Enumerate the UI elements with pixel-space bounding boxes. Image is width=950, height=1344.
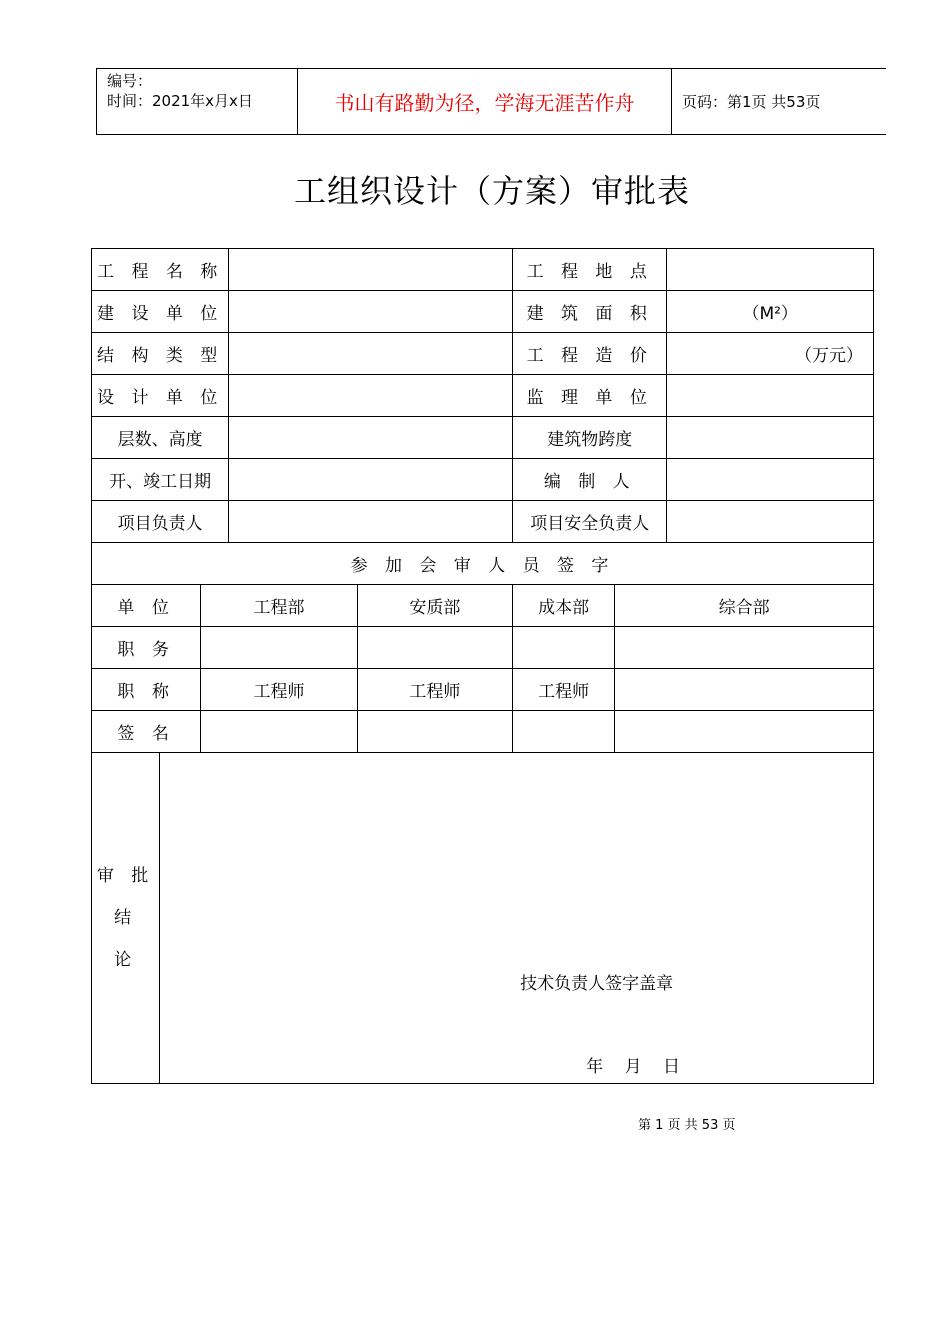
signature-field[interactable]: [513, 711, 615, 753]
span-label: 建筑物跨度: [513, 417, 667, 459]
conclusion-date-label: 年 月 日: [586, 1057, 688, 1077]
document-title: 工组织设计（方案）审批表: [293, 172, 690, 210]
dates-label: 开、竣工日期: [92, 459, 229, 501]
signature-field[interactable]: [615, 711, 874, 753]
safety-manager-label: 项目安全负责人: [513, 501, 667, 543]
project-location-label: 工 程 地 点: [513, 249, 667, 291]
area-value[interactable]: （M²）: [667, 291, 874, 333]
manager-label: 项目负责人: [92, 501, 229, 543]
form-row: [92, 627, 874, 669]
cost-label: 工 程 造 价: [513, 333, 667, 375]
unit-label: 单 位: [92, 585, 201, 627]
supervisor-value[interactable]: [667, 375, 874, 417]
conclusion-label: [92, 753, 160, 1084]
builder-value[interactable]: [229, 291, 513, 333]
department-cost: 成本部: [513, 585, 615, 627]
form-row: [92, 333, 874, 375]
conclusion-label-line1: 审 批: [96, 866, 155, 886]
page-footer: 第 1 页 共 53 页: [638, 1118, 736, 1133]
header-page-number: 页码：第1页 共53页: [682, 93, 821, 111]
header-meta: [97, 69, 298, 134]
floors-value[interactable]: [229, 417, 513, 459]
form-row: [92, 417, 874, 459]
tech-lead-signature-label: 技术负责人签字盖章: [520, 974, 674, 994]
sign-label: 签 名: [92, 711, 201, 753]
form-row: [92, 459, 874, 501]
position-value[interactable]: [615, 627, 874, 669]
form-row: [92, 543, 874, 585]
time-label: 时间：2021年x月x日: [107, 92, 253, 110]
signature-field[interactable]: [357, 711, 512, 753]
floors-label: 层数、高度: [92, 417, 229, 459]
rank-value[interactable]: 工程师: [513, 669, 615, 711]
form-row: [92, 585, 874, 627]
conclusion-label-line3: 论: [114, 950, 138, 970]
position-value[interactable]: [357, 627, 512, 669]
form-row: [92, 501, 874, 543]
department-engineering: 工程部: [201, 585, 357, 627]
structure-value[interactable]: [229, 333, 513, 375]
position-value[interactable]: [513, 627, 615, 669]
approval-form: [91, 248, 874, 1084]
author-value[interactable]: [667, 459, 874, 501]
department-general: 综合部: [615, 585, 874, 627]
rank-value[interactable]: 工程师: [357, 669, 512, 711]
structure-label: 结 构 类 型: [92, 333, 229, 375]
form-row: [92, 249, 874, 291]
rank-value[interactable]: [615, 669, 874, 711]
designer-label: 设 计 单 位: [92, 375, 229, 417]
cost-value[interactable]: （万元）: [667, 333, 874, 375]
designer-value[interactable]: [229, 375, 513, 417]
form-row: [92, 375, 874, 417]
safety-manager-value[interactable]: [667, 501, 874, 543]
conclusion-field[interactable]: [160, 753, 874, 1084]
dates-value[interactable]: [229, 459, 513, 501]
header-motto: 书山有路勤为径，学海无涯苦作舟: [298, 69, 672, 134]
position-label: 职 务: [92, 627, 201, 669]
manager-value[interactable]: [229, 501, 513, 543]
page-header: [96, 68, 886, 135]
author-label: 编 制 人: [513, 459, 667, 501]
form-row: [92, 711, 874, 753]
position-value[interactable]: [201, 627, 357, 669]
conclusion-label-line2: 结: [114, 908, 138, 928]
builder-label: 建 设 单 位: [92, 291, 229, 333]
form-row: [92, 291, 874, 333]
serial-label: 编号：: [107, 72, 153, 90]
supervisor-label: 监 理 单 位: [513, 375, 667, 417]
span-value[interactable]: [667, 417, 874, 459]
area-label: 建 筑 面 积: [513, 291, 667, 333]
project-name-value[interactable]: [229, 249, 513, 291]
signature-field[interactable]: [201, 711, 357, 753]
review-section-title: 参 加 会 审 人 员 签 字: [92, 543, 874, 585]
form-row: [92, 669, 874, 711]
project-location-value[interactable]: [667, 249, 874, 291]
department-safety-quality: 安质部: [357, 585, 512, 627]
conclusion-row: [92, 753, 874, 1084]
rank-value[interactable]: 工程师: [201, 669, 357, 711]
rank-label: 职 称: [92, 669, 201, 711]
project-name-label: 工 程 名 称: [92, 249, 229, 291]
